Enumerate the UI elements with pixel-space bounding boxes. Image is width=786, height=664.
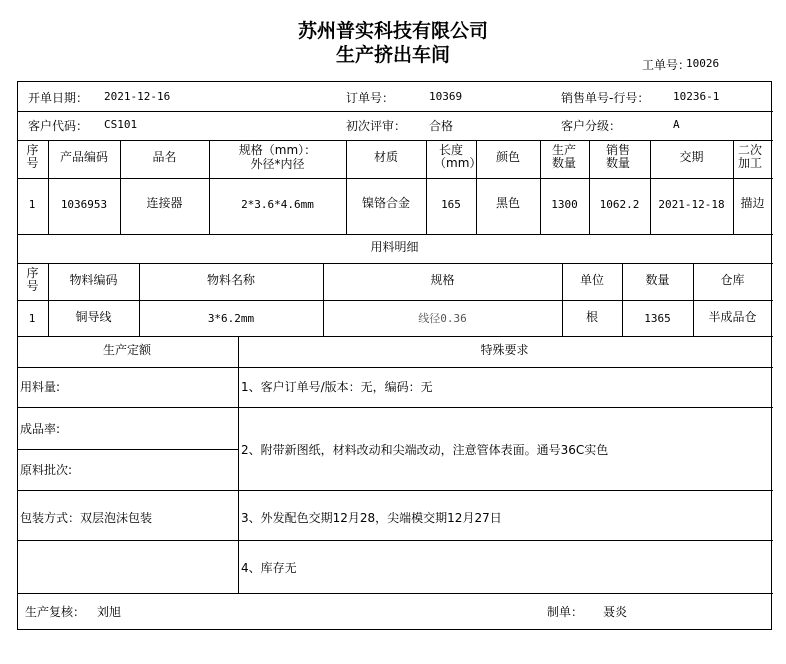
- product-delivery: 2021-12-18: [658, 198, 725, 211]
- mat-header-qty: 数量: [645, 273, 670, 287]
- mat-qty: 1365: [644, 312, 671, 325]
- col-divider: [733, 140, 734, 234]
- header-product-code: 产品编码: [59, 150, 108, 164]
- maker-label: 制单：: [547, 605, 584, 619]
- ticket-number: 10026: [686, 57, 720, 70]
- header-product-name: 品名: [152, 150, 177, 164]
- sales-line-value: 10236-1: [673, 90, 720, 103]
- mat-header-warehouse: 仓库: [720, 273, 745, 287]
- material-section-title: 用料明细: [370, 240, 419, 254]
- workshop-name: 生产挤出车间: [335, 44, 450, 66]
- quota-usage: 用料量:: [20, 380, 61, 394]
- row-divider: [18, 593, 773, 594]
- row-divider: [18, 367, 773, 368]
- quota-batch: 原料批次:: [20, 463, 73, 477]
- header-prod-qty: 生产数量: [551, 143, 576, 170]
- review-label: 生产复核：: [25, 605, 86, 619]
- row-divider: [18, 300, 773, 301]
- order-no-value: 10369: [429, 90, 463, 103]
- mat-unit: 根: [585, 310, 598, 324]
- product-seq: 1: [28, 198, 36, 211]
- open-date-label: 开单日期：: [28, 91, 89, 105]
- col-divider: [540, 140, 541, 234]
- product-prod-qty: 1300: [551, 198, 578, 211]
- mat-code: 铜导线: [75, 310, 112, 324]
- open-date-value: 2021-12-16: [104, 90, 171, 103]
- review-name: 刘旭: [97, 605, 122, 619]
- mat-warehouse: 半成品仓: [708, 310, 757, 324]
- special-item-4: 4、库存无: [241, 561, 297, 575]
- header-color: 颜色: [495, 150, 520, 164]
- mat-header-unit: 单位: [579, 273, 604, 287]
- mat-name: 3*6.2mm: [207, 312, 255, 325]
- mat-seq: 1: [28, 312, 36, 325]
- first-review-value: 合格: [429, 119, 454, 133]
- product-material: 镍铬合金: [361, 196, 410, 210]
- special-item-2: 2、附带新图纸，材料改动和尖端改动，注意管体表面。通号36C实色: [241, 443, 609, 457]
- header-spec-line2: 外径*内径: [250, 157, 305, 171]
- mat-header-spec: 规格: [430, 273, 455, 287]
- customer-level-label: 客户分级：: [561, 119, 622, 133]
- header-sales-qty: 销售数量: [605, 143, 630, 170]
- row-divider: [18, 490, 773, 491]
- product-length: 165: [441, 198, 461, 211]
- customer-code-value: CS101: [104, 118, 138, 131]
- row-divider: [18, 234, 773, 235]
- maker-name: 聂炎: [603, 605, 628, 619]
- special-item-1: 1、客户订单号/版本：无，编码：无: [241, 380, 433, 394]
- col-divider: [238, 336, 239, 593]
- mat-header-code: 物料编码: [69, 273, 118, 287]
- row-divider: [18, 336, 773, 337]
- row-divider: [18, 140, 773, 141]
- quota-title: 生产定额: [102, 343, 151, 357]
- header-spec-line1: 规格（mm）：: [238, 143, 317, 157]
- product-code: 1036953: [60, 198, 108, 211]
- header-material: 材质: [373, 150, 398, 164]
- header-length: 长度（mm）: [434, 143, 482, 170]
- row-divider: [18, 449, 238, 450]
- product-name: 连接器: [146, 196, 183, 210]
- company-name: 苏州普实科技有限公司: [297, 20, 488, 42]
- row-divider: [18, 540, 773, 541]
- customer-code-label: 客户代码：: [28, 119, 89, 133]
- sales-line-label: 销售单号-行号：: [561, 91, 650, 105]
- quota-packing: 包装方式：双层泡沫包装: [20, 511, 153, 525]
- order-no-label: 订单号：: [346, 91, 395, 105]
- first-review-label: 初次评审：: [346, 119, 407, 133]
- mat-spec: 线径0.36: [418, 312, 467, 325]
- special-title: 特殊要求: [480, 343, 529, 357]
- header-seq: 序号: [26, 143, 39, 170]
- product-color: 黑色: [495, 196, 520, 210]
- header-secondary: 二次加工: [737, 143, 762, 170]
- customer-level-value: A: [673, 118, 680, 131]
- row-divider: [18, 111, 773, 112]
- ticket-label: 工单号：: [642, 58, 691, 72]
- row-divider: [18, 178, 773, 179]
- col-divider: [426, 140, 427, 234]
- header-delivery: 交期: [679, 150, 704, 164]
- col-divider: [589, 140, 590, 234]
- special-item-3: 3、外发配色交期12月28，尖端模交期12月27日: [241, 511, 502, 525]
- mat-header-name: 物料名称: [206, 273, 255, 287]
- product-sales-qty: 1062.2: [599, 198, 640, 211]
- quota-yield: 成品率:: [20, 422, 61, 436]
- row-divider: [18, 407, 773, 408]
- mat-header-seq: 序号: [26, 266, 39, 293]
- product-spec: 2*3.6*4.6mm: [241, 198, 314, 211]
- product-secondary: 描边: [740, 196, 765, 210]
- row-divider: [18, 263, 773, 264]
